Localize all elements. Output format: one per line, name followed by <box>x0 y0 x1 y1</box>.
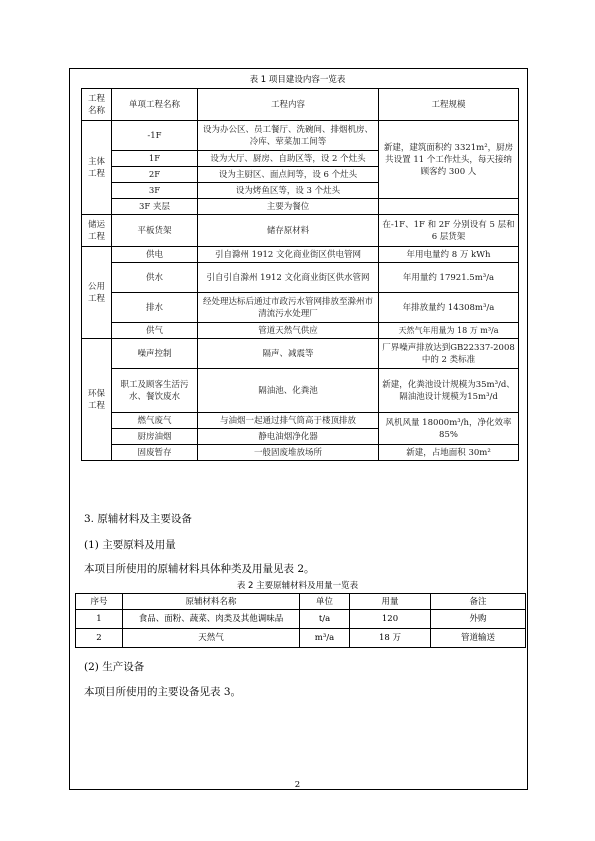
item-content: 储存原材料 <box>198 215 379 247</box>
header-amount: 用量 <box>350 594 431 610</box>
item-scale: 厂界噪声排放达到GB22337-2008 中的 2 类标准 <box>379 339 519 369</box>
item-content: 与油烟一起通过排气筒高于楼顶排放 <box>198 413 379 429</box>
category-main: 主体工程 <box>82 121 112 215</box>
item-name: 供水 <box>112 263 198 293</box>
header-material: 原辅材料名称 <box>123 594 300 610</box>
item-name: 平板货架 <box>112 215 198 247</box>
para1: 本项目所使用的原辅材料具体种类及用量见表 2。 <box>84 563 315 575</box>
item-name: 3F 夹层 <box>112 199 198 215</box>
item-name: 固废暂存 <box>112 445 198 461</box>
section3-title: 3. 原辅材料及主要设备 <box>84 513 192 525</box>
item-content: 静电油烟净化器 <box>198 429 379 445</box>
item-content: 设为办公区、员工餐厅、洗碗间、排烟机房、冷库、荤菜加工间等 <box>198 121 379 151</box>
item-content: 管道天然气供应 <box>198 323 379 339</box>
item-scale: 年排放量约 14308m³/a <box>379 293 519 323</box>
row-unit: m³/a <box>300 629 350 648</box>
para2: 本项目所使用的主要设备见表 3。 <box>84 686 242 698</box>
category-utility: 公用工程 <box>82 247 112 339</box>
row-note: 外购 <box>431 610 526 629</box>
row-note: 管道输送 <box>431 629 526 648</box>
sub2-title: (2) 生产设备 <box>84 661 145 673</box>
item-content: 引自滁州 1912 文化商业街区供电管网 <box>198 247 379 263</box>
row-amount: 18 万 <box>350 629 431 648</box>
item-content: 引自引自滁州 1912 文化商业街区供水管网 <box>198 263 379 293</box>
sub1-title: (1) 主要原料及用量 <box>84 539 176 551</box>
table-row <box>76 610 526 629</box>
header-scale: 工程规模 <box>379 89 519 121</box>
item-content: 设为烤鱼区等，设 3 个灶头 <box>198 183 379 199</box>
category-storage: 储运工程 <box>82 215 112 247</box>
empty-cell <box>379 199 519 215</box>
row-no: 2 <box>76 629 123 648</box>
item-name: 厨房油烟 <box>112 429 198 445</box>
item-name: 1F <box>112 151 198 167</box>
table2-caption: 表 2 主要原辅材料及用量一览表 <box>236 581 359 591</box>
row-unit: t/a <box>300 610 350 629</box>
item-name: 供气 <box>112 323 198 339</box>
item-name: 职工及顾客生活污水、餐饮废水 <box>112 369 198 413</box>
row-no: 1 <box>76 610 123 629</box>
item-content: 隔声、减震等 <box>198 339 379 369</box>
table-row <box>76 629 526 648</box>
item-name: 燃气废气 <box>112 413 198 429</box>
item-scale: 天然气年用量为 18 万 m³/a <box>379 323 519 339</box>
item-name: 噪声控制 <box>112 339 198 369</box>
item-name: -1F <box>112 121 198 151</box>
header-project-name: 工程名称 <box>82 89 112 121</box>
header-content: 工程内容 <box>198 89 379 121</box>
header-no: 序号 <box>76 594 123 610</box>
construction-table <box>81 88 519 461</box>
row-material: 食品、面粉、蔬菜、肉类及其他调味品 <box>123 610 300 629</box>
main-scale: 新建，建筑面积约 3321m²，厨房共设置 11 个工作灶头，每天接纳顾客约 300 人 <box>379 121 519 199</box>
header-item-name: 单项工程名称 <box>112 89 198 121</box>
item-content: 经处理达标后通过市政污水管网排放至滁州市清流污水处理厂 <box>198 293 379 323</box>
item-name: 排水 <box>112 293 198 323</box>
item-content: 一般固废堆放场所 <box>198 445 379 461</box>
table1-caption: 表 1 项目建设内容一览表 <box>249 75 346 85</box>
item-scale: 年用量约 17921.5m³/a <box>379 263 519 293</box>
item-content: 隔油池、化粪池 <box>198 369 379 413</box>
page-number: 2 <box>294 780 301 790</box>
item-name: 供电 <box>112 247 198 263</box>
item-name: 2F <box>112 167 198 183</box>
header-note: 备注 <box>431 594 526 610</box>
row-amount: 120 <box>350 610 431 629</box>
category-env: 环保工程 <box>82 339 112 461</box>
item-content: 设为大厅、厨房、自助区等，设 2 个灶头 <box>198 151 379 167</box>
item-scale: 新建，化粪池设计规模为35m³/d、隔油池设计规模为15m³/d <box>379 369 519 413</box>
gas-scale: 风机风量 18000m³/h，净化效率 85% <box>379 413 519 445</box>
item-scale: 新建，占地面积 30m² <box>379 445 519 461</box>
item-name: 3F <box>112 183 198 199</box>
item-content: 主要为餐位 <box>198 199 379 215</box>
item-content: 设为主厨区、面点间等，设 6 个灶头 <box>198 167 379 183</box>
materials-table <box>75 593 526 648</box>
storage-scale: 在-1F、1F 和 2F 分别设有 5 层和 6 层货架 <box>379 215 519 247</box>
row-material: 天然气 <box>123 629 300 648</box>
header-unit: 单位 <box>300 594 350 610</box>
item-scale: 年用电量约 8 万 kWh <box>379 247 519 263</box>
